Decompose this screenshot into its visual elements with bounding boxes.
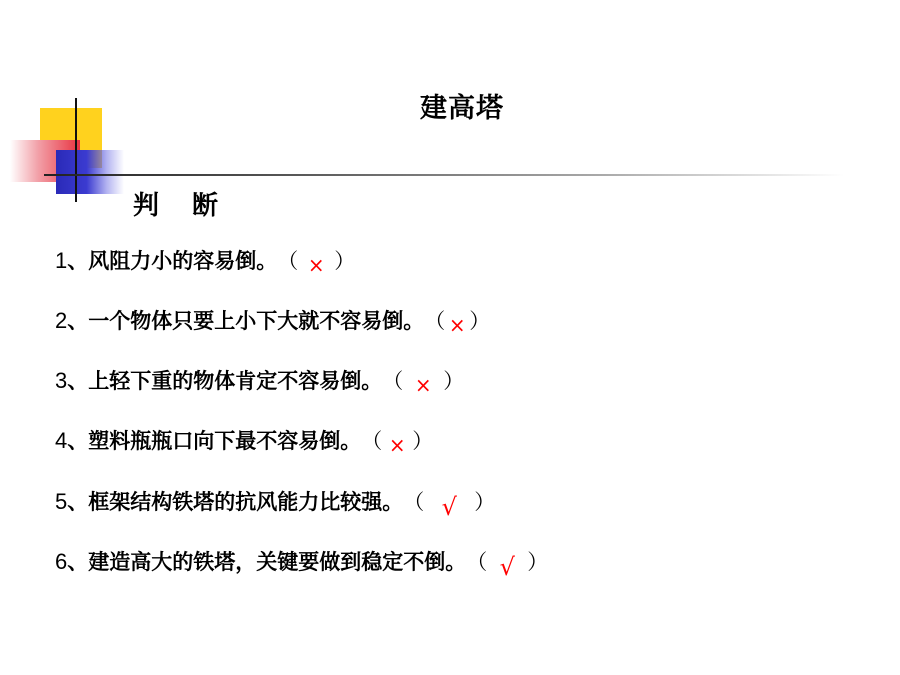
question-separator: 、 [67, 249, 89, 273]
question-text: 建造高大的铁塔，关键要做到稳定不倒。 [88, 550, 467, 574]
decor-blue-square [56, 150, 124, 194]
answer-mark: × [307, 253, 325, 277]
question-number: 5 [55, 489, 68, 514]
question-separator: 、 [67, 429, 89, 453]
question-separator: 、 [67, 490, 89, 514]
open-paren: （ [403, 490, 425, 514]
close-paren: ） [412, 429, 434, 453]
question-separator: 、 [67, 309, 89, 333]
open-paren: （ [382, 369, 404, 393]
question-text: 塑料瓶瓶口向下最不容易倒。 [88, 429, 362, 453]
question-number: 1 [55, 248, 68, 273]
question-separator: 、 [67, 550, 89, 574]
open-paren: （ [466, 550, 488, 574]
section-heading: 判 断 [133, 191, 231, 221]
question-text: 一个物体只要上小下大就不容易倒。 [88, 309, 425, 333]
answer-mark: × [448, 313, 466, 337]
question-text: 框架结构铁塔的抗风能力比较强。 [88, 490, 404, 514]
slide-title: 建高塔 [420, 93, 504, 124]
question-item [55, 486, 496, 521]
question-item [55, 546, 549, 581]
answer-mark: × [414, 373, 432, 397]
answer-mark: √ [499, 553, 515, 581]
close-paren: ） [469, 309, 491, 333]
close-paren: ） [443, 369, 465, 393]
answer-mark: × [388, 433, 406, 457]
open-paren: （ [277, 249, 299, 273]
title-divider-line [44, 174, 844, 176]
question-item [55, 426, 433, 456]
question-text: 上轻下重的物体肯定不容易倒。 [88, 369, 383, 393]
question-separator: 、 [67, 369, 89, 393]
question-number: 6 [55, 549, 68, 574]
open-paren: （ [361, 429, 383, 453]
close-paren: ） [527, 550, 549, 574]
question-item [55, 366, 464, 396]
close-paren: ） [334, 249, 356, 273]
answer-mark: √ [441, 493, 457, 521]
question-text: 风阻力小的容易倒。 [88, 249, 278, 273]
close-paren: ） [474, 490, 496, 514]
question-item [55, 246, 355, 276]
question-number: 2 [55, 308, 68, 333]
question-number: 4 [55, 428, 68, 453]
open-paren: （ [424, 309, 446, 333]
question-item [55, 306, 490, 336]
question-number: 3 [55, 368, 68, 393]
